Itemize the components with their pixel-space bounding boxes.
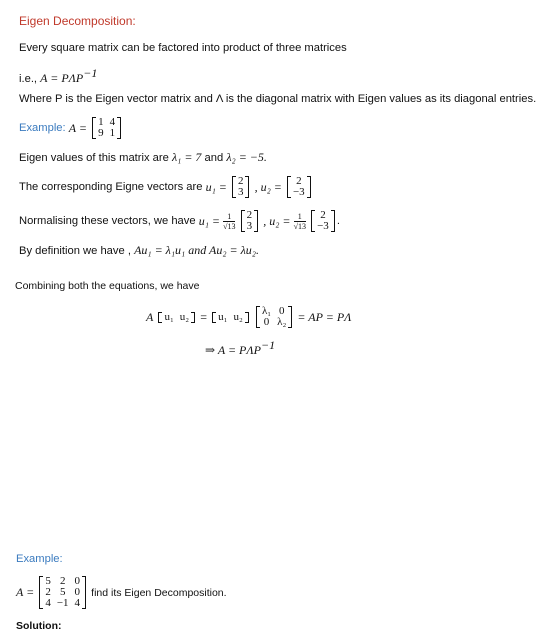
example2-text: find its Eigen Decomposition. [91, 586, 227, 599]
norm-num-1: 1 [223, 212, 235, 222]
matrix-cell: λ₂ [277, 316, 287, 328]
ie-prefix: i.e., [19, 73, 41, 85]
matrix-cell: 9 [98, 127, 104, 139]
matrix-cell: u₂ [179, 310, 190, 323]
matrix-cell: 1 [98, 116, 104, 128]
matrix-cell: 4 [109, 116, 116, 128]
matrix-cell: 2 [246, 209, 253, 221]
matrix-cell: 4 [45, 597, 51, 609]
matrix-a [92, 117, 121, 139]
solution-label: Solution: [16, 620, 62, 632]
norm-num-2: 1 [294, 212, 306, 222]
norm-fraction-1 [223, 212, 235, 231]
matrix-cell: u₁ [218, 310, 228, 323]
norm-vector-u1 [241, 210, 259, 232]
by-def-text: By definition we have , [19, 245, 135, 257]
vector-u1 [232, 176, 250, 198]
by-def-formula: Au₁ = λ₁u₁ and Au₂ = λu₂. [134, 243, 259, 257]
vectors-text: The corresponding Eigne vectors are [19, 181, 203, 193]
matrix-cell: 0 [74, 575, 81, 587]
matrix-cell: 2 [59, 575, 66, 587]
matrix-cell: 2 [296, 175, 302, 187]
example2-line [16, 576, 227, 609]
implies-formula: ⇒ A = PΛP [205, 343, 261, 357]
example2-lhs: A = [16, 585, 35, 599]
matrix-cell: u₂ [233, 310, 243, 323]
matrix-cell: 0 [278, 305, 285, 317]
definition-line [19, 243, 259, 258]
norm-den-1: √13 [223, 221, 236, 231]
matrix-cell: 5 [59, 586, 66, 598]
combo-rhs: = AP = PΛ [297, 309, 352, 324]
eigenvalues-line [19, 150, 267, 165]
norm-vector-u2 [311, 210, 335, 232]
matrix-b [39, 576, 86, 609]
nu1-lhs: u₁ = [198, 213, 220, 228]
combo-u-matrix-left [158, 312, 195, 323]
ie-line [19, 66, 97, 86]
matrix-cell: −3 [292, 186, 305, 198]
matrix-cell: λ₁ [261, 305, 272, 317]
combo-a: A [146, 309, 154, 324]
combined-equation [146, 306, 351, 328]
combo-u-matrix-right [212, 312, 249, 323]
matrix-cell: −3 [317, 220, 329, 232]
u2-lhs: , u₂ = [254, 179, 282, 194]
matrix-cell: 3 [237, 186, 244, 198]
vector-u2 [287, 176, 311, 198]
example1-line [19, 117, 123, 139]
normalise-text: Normalising these vectors, we have [19, 215, 196, 227]
implies-line [205, 338, 275, 358]
intro-text: Every square matrix can be factored into product of three matrices [19, 42, 347, 54]
normalise-line: Normalising these vectors, we have u₁ = $\frac{1}{√13}$ 2 3 , u₂ = $\frac{1}{√13}$ 2 −3 . [19, 209, 340, 232]
matrix-cell: 0 [74, 586, 81, 598]
matrix-cell: 5 [45, 575, 51, 587]
matrix-cell: 2 [237, 175, 244, 187]
eigenvalues-text: Eigen values of this matrix are [19, 152, 172, 164]
implies-exponent: −1 [260, 338, 276, 352]
ie-exponent: −1 [83, 66, 98, 80]
matrix-cell: 4 [74, 597, 81, 609]
example1-lhs: A = [68, 120, 87, 135]
norm-den-2: √13 [293, 221, 306, 231]
norm-fraction-2 [294, 212, 306, 231]
u1-lhs: u₁ = [205, 179, 227, 194]
matrix-cell: 2 [45, 586, 51, 598]
section-heading: Eigen Decomposition: [19, 14, 136, 28]
lambda2: λ₂ = −5. [226, 150, 267, 164]
example1-label: Example: [19, 122, 66, 134]
matrix-cell: 2 [320, 209, 326, 221]
combining-text: Combining both the equations, we have [15, 280, 200, 292]
matrix-cell: 0 [263, 316, 270, 328]
combo-lambda-matrix [256, 306, 292, 328]
combo-eq: = [200, 309, 208, 324]
and-text: and [201, 152, 227, 164]
matrix-cell: 1 [109, 127, 116, 139]
lambda1: λ₁ = 7 [171, 150, 202, 164]
nu2-lhs: , u₂ = [263, 213, 291, 228]
matrix-cell: −1 [56, 597, 69, 609]
matrix-cell: 3 [246, 220, 253, 232]
where-text: Where P is the Eigen vector matrix and Λ is the diagonal matrix with Eigen values as its diagonal entries. [19, 93, 536, 105]
example2-label: Example: [16, 553, 63, 565]
ie-formula: A = PΛP [40, 71, 84, 85]
matrix-cell: u₁ [164, 310, 174, 323]
eigenvectors-line [19, 176, 313, 198]
